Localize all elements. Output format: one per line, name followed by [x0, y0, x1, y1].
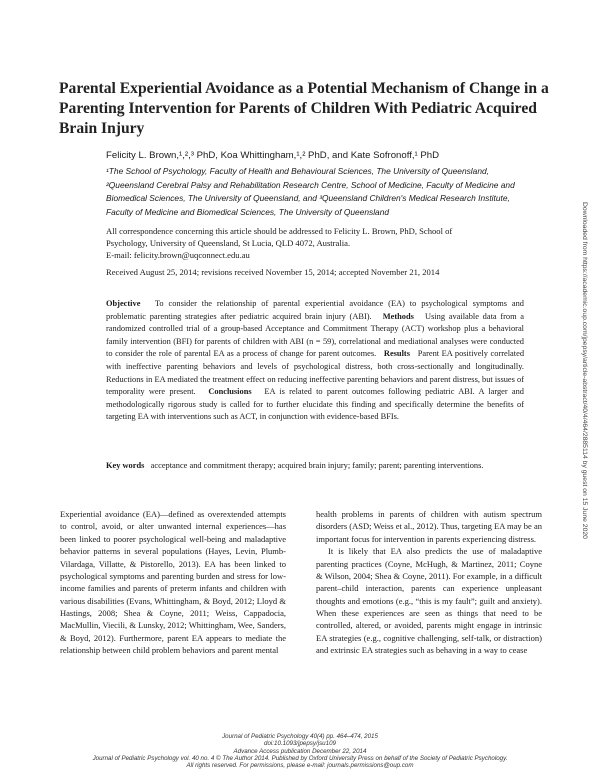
abstract-results-label: Results [383, 349, 410, 359]
download-note-text: Downloaded from https://academic.oup.com/jpepsy/article-abstract/40/4/464/2885114 by guest on 15 June 2020 [581, 202, 588, 539]
body-column-right [316, 508, 542, 657]
body-paragraph: It is likely that EA also predicts the use of maladaptive parenting practices (Coyne, McHugh, & Martinez, 2011; Coyne & Wilson, 2004; Shea & Coyne, 2011). For example, in a difficult parent–child interaction, parents can experience unpleasant thoughts and emotions (e.g., “this is my fault”; guilt and anxiety). When these experiences are seen as things that need to be controlled, altered, or avoided, parents might engage in intrinsic EA strategies (e.g., cognitive challenging, self-talk, or distraction) and extrinsic EA strategies such as behaving in a way to cease [316, 546, 542, 656]
footer-line: Journal of Pediatric Psychology 40(4) pp. 464–474, 2015 [222, 733, 378, 740]
body-paragraph: Experiential avoidance (EA)—defined as overextended attempts to control, avoid, or alter unwanted internal experiences—has been linked to poorer psychological well-being and maladaptive behavior patterns in several populations (Hayes, Levin, Plumb-Vilardaga, Villatte, & Pistorello, 2013). EA has been linked to psychological symptoms and parenting burden and stress for low-income families and parents of preterm infants and children with various disabilities (Evans, Whittingham, & Boyd, 2012; Lloyd & Hastings, 2008; Shea & Coyne, 2011; Weiss, Cappadocia, MacMullin, Viecili, & Lunsky, 2012; Whittingham, Wee, Sanders, & Boyd, 2012). Furthermore, parent EA appears to mediate the relationship between child problem behaviors and parent mental [60, 509, 286, 656]
affiliation-line: ¹The School of Psychology, Faculty of Health and Behavioural Sciences, The University of Queensland, [106, 166, 489, 176]
body-paragraph: health problems in parents of children with autism spectrum disorders (ASD; Weiss et al., 2012). Thus, targeting EA may be an important focus for intervention in parents experiencing distress. [316, 509, 542, 544]
abstract-methods: Using available data from a randomized controlled trial of a group-based Acceptance and Commitment Therapy (ACT) workshop plus a behavioral family intervention (BFI) for parents of children with ABI (n = 59), correlational and mediational analyses were conducted to consider the role of parental EA as a process of change for parent outcomes. [106, 311, 525, 359]
article-title: Parental Experiential Avoidance as a Potential Mechanism of Change in a Parenting Intervention for Parents of Children With Pediatric Acquired Brain Injury [59, 80, 549, 137]
journal-footer [40, 733, 560, 769]
footer-line: Advance Access publication December 22, 2014 [233, 747, 367, 755]
abstract [106, 298, 524, 424]
correspondence-line: Psychology, University of Queensland, St Lucia, QLD 4072, Australia. [106, 238, 351, 249]
affiliation-line: Biomedical Sciences, The University of Queensland, and ³Queensland Children's Medical Research Institute, [106, 193, 510, 204]
keywords-text: acceptance and commitment therapy; acquired brain injury; family; parent; parenting interventions. [150, 461, 484, 470]
correspondence-line: All correspondence concerning this article should be addressed to Felicity L. Brown, PhD, School of [106, 226, 453, 236]
correspondence-block [106, 225, 526, 262]
correspondence-email[interactable]: E-mail: felicity.brown@uqconnect.edu.au [106, 250, 250, 261]
footer-line: Journal of Pediatric Psychology vol. 40 no. 4 © The Author 2014. Published by Oxford University Press on behalf of the Society of Pediatric Psychology. [92, 754, 508, 762]
download-side-note [578, 202, 590, 622]
footer-line: doi:10.1093/jpepsy/jsu109 [264, 740, 336, 748]
keywords [106, 460, 524, 473]
abstract-objective: To consider the relationship of parental experiential avoidance (EA) to psychological symptoms and problematic parenting strategies after pediatric acquired brain injury (ABI). [106, 299, 524, 321]
abstract-objective-label: Objective [106, 299, 141, 308]
abstract-results: Parent EA positively correlated with ineffective parenting behaviors and levels of psychological distress, both cross-sectionally and longitudinally. Reductions in EA mediated the treatment effect on reducing ineffective parenting behaviors and parent distress, but issues of temporality were present. [106, 349, 525, 397]
received-dates: Received August 25, 2014; revisions received November 15, 2014; accepted November 21, 2014 [106, 267, 440, 277]
footer-line: All rights reserved. For permissions, please e-mail: journals.permissions@oup.com [186, 762, 414, 770]
affiliations [106, 165, 526, 219]
abstract-methods-label: Methods [382, 311, 414, 321]
body-column-left [60, 508, 286, 657]
affiliation-line: ²Queensland Cerebral Palsy and Rehabilitation Research Centre, School of Medicine, Faculty of Medicine and [106, 179, 515, 190]
keywords-label: Key words [106, 461, 145, 470]
affiliation-line: Faculty of Medicine and Biomedical Sciences, The University of Queensland [106, 206, 390, 217]
abstract-conclusions: EA is related to parent outcomes following pediatric ABI. A larger and methodologically rigorous study is called for to further elucidate this finding and specifically determine the benefits of targeting EA with interventions such as ACT, in conjunction with evidence-based BFIs. [106, 387, 524, 422]
abstract-conclusions-label: Conclusions [208, 387, 252, 397]
author-list: Felicity L. Brown,¹,²,³ PhD, Koa Whittingham,¹,² PhD, and Kate Sofronoff,¹ PhD [106, 150, 440, 161]
